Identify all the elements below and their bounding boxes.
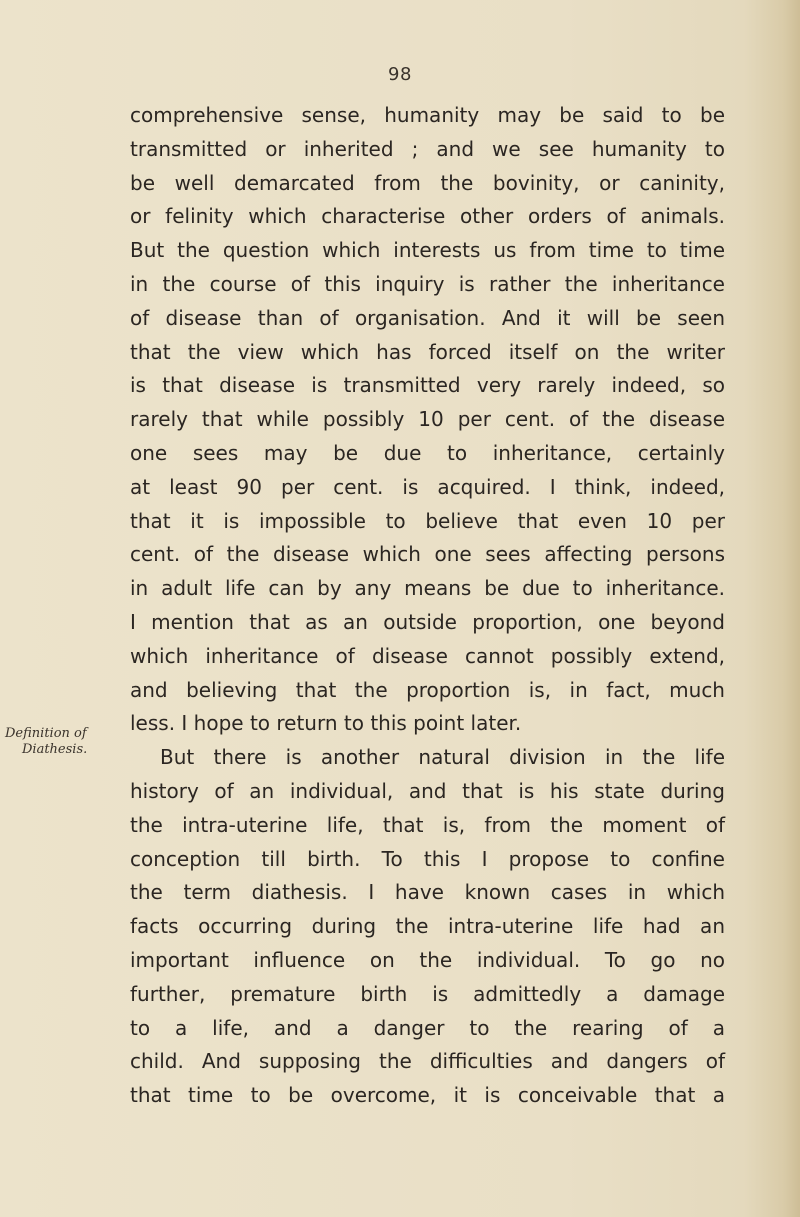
text-line: further, premature birth is admittedly a damage: [130, 981, 725, 1006]
text-line: in adult life can by any means be due to inheritance.: [130, 576, 725, 601]
text-line: conception till birth. To this I propose to confine: [130, 846, 725, 871]
text-line: that time to be overcome, it is conceivable that a: [130, 1083, 725, 1108]
text-line: history of an individual, and that is his state during: [130, 778, 725, 803]
text-line: of disease than of organisation. And it will be seen: [130, 305, 725, 330]
text-line: that it is impossible to believe that even 10 per: [130, 508, 725, 533]
text-line: transmitted or inherited ; and we see humanity to: [130, 136, 725, 161]
text-line: which inheritance of disease cannot possibly extend,: [130, 643, 725, 668]
text-line: But the question which interests us from time to time: [130, 238, 725, 263]
text-line: important influence on the individual. To go no: [130, 947, 725, 972]
text-line: cent. of the disease which one sees affecting persons: [130, 542, 725, 567]
text-line: one sees may be due to inheritance, certainly: [130, 440, 725, 465]
text-line: less. I hope to return to this point later.: [130, 711, 522, 736]
text-line: that the view which has forced itself on the writer: [130, 339, 725, 364]
text-line: at least 90 per cent. is acquired. I think, indeed,: [130, 474, 725, 499]
text-line: But there is another natural division in the life: [160, 745, 725, 770]
text-line: comprehensive sense, humanity may be said to be: [130, 103, 725, 127]
text-line: and believing that the proportion is, in fact, much: [130, 677, 725, 702]
margin-note-line: Definition of: [5, 726, 87, 741]
text-line: to a life, and a danger to the rearing of a: [130, 1015, 725, 1040]
text-line: rarely that while possibly 10 per cent. of the disease: [130, 407, 725, 432]
text-line: is that disease is transmitted very rarely indeed, so: [130, 373, 725, 398]
text-line: in the course of this inquiry is rather the inheritance: [130, 271, 725, 296]
margin-note: [5, 726, 125, 758]
page-number: 98: [388, 64, 412, 85]
text-line: I mention that as an outside proportion, one beyond: [130, 609, 725, 634]
text-line: the term diathesis. I have known cases in which: [130, 880, 725, 905]
text-line: be well demarcated from the bovinity, or caninity,: [130, 170, 725, 195]
margin-note-line: Diathesis.: [22, 742, 88, 757]
text-line: or felinity which characterise other orders of animals.: [130, 204, 725, 229]
text-line: facts occurring during the intra-uterine life had an: [130, 914, 725, 939]
body-text: [130, 99, 725, 1113]
text-line: child. And supposing the difficulties and dangers of: [130, 1049, 725, 1074]
text-line: the intra-uterine life, that is, from the moment of: [130, 812, 725, 837]
